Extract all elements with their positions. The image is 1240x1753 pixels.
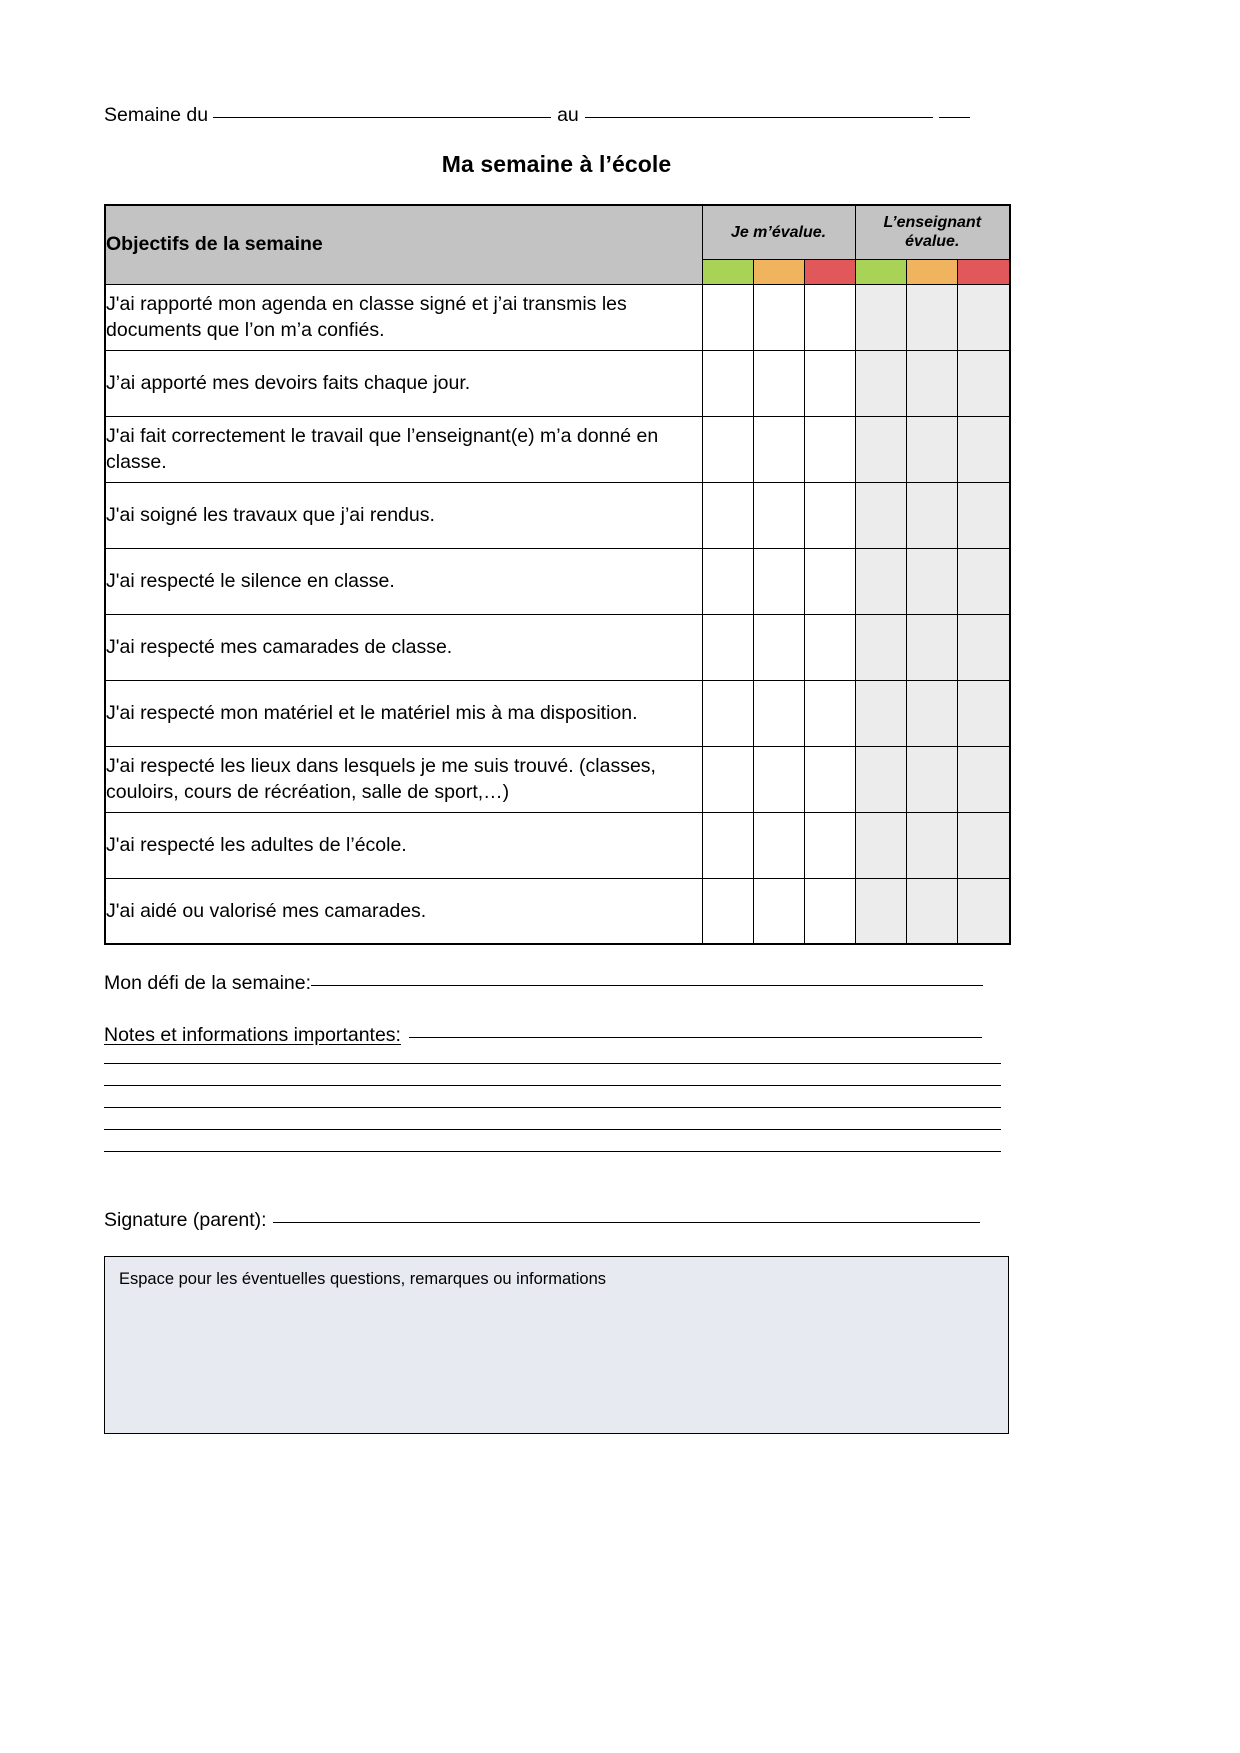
objective-text: J'ai fait correctement le travail que l’enseignant(e) m’a donné en classe. [105,416,702,482]
teacher-orange-checkbox[interactable] [906,680,957,746]
table-row [105,416,1010,482]
objective-text: J'ai rapporté mon agenda en classe signé et j’ai transmis les documents que l’on m’a confiés. [105,284,702,350]
objective-text: J'ai respecté le silence en classe. [105,548,702,614]
self-orange-checkbox[interactable] [753,680,804,746]
week-end-field[interactable] [585,117,933,118]
objective-text: J'ai respecté les adultes de l’école. [105,812,702,878]
objective-text: J'ai soigné les travaux que j’ai rendus. [105,482,702,548]
self-green-checkbox[interactable] [702,350,753,416]
self-green-checkbox[interactable] [702,482,753,548]
self-red-checkbox[interactable] [804,812,855,878]
self-green-checkbox[interactable] [702,284,753,350]
notes-field-line-1[interactable] [409,1037,982,1038]
header-teacher-eval-line2: évalue. [905,233,960,251]
self-orange-checkbox[interactable] [753,284,804,350]
teacher-green-checkbox[interactable] [855,812,906,878]
swatch-self-orange [753,259,804,284]
self-red-checkbox[interactable] [804,878,855,944]
teacher-green-checkbox[interactable] [855,548,906,614]
swatch-self-red [804,259,855,284]
header-teacher-eval [855,205,1010,259]
self-red-checkbox[interactable] [804,614,855,680]
table-row [105,548,1010,614]
notes-label: Notes et informations importantes: [104,1024,401,1046]
objective-text: J’ai apporté mes devoirs faits chaque jour. [105,350,702,416]
self-green-checkbox[interactable] [702,416,753,482]
self-green-checkbox[interactable] [702,746,753,812]
header-self-eval: Je m’évalue. [702,205,855,259]
objective-text: J'ai respecté mon matériel et le matériel mis à ma disposition. [105,680,702,746]
table-header-row [105,205,1010,259]
notes-row [104,1023,1009,1047]
self-green-checkbox[interactable] [702,680,753,746]
signature-row [104,1208,1009,1232]
week-year-field[interactable] [939,117,970,118]
swatch-teacher-red [957,259,1010,284]
teacher-red-checkbox[interactable] [957,812,1010,878]
teacher-green-checkbox[interactable] [855,878,906,944]
weekly-challenge-label: Mon défi de la semaine: [104,972,312,994]
comment-box-placeholder: Espace pour les éventuelles questions, remarques ou informations [119,1270,607,1288]
self-red-checkbox[interactable] [804,416,855,482]
comment-box[interactable] [104,1256,1009,1434]
teacher-green-checkbox[interactable] [855,680,906,746]
week-start-field[interactable] [213,117,551,118]
self-orange-checkbox[interactable] [753,416,804,482]
self-green-checkbox[interactable] [702,812,753,878]
self-red-checkbox[interactable] [804,482,855,548]
signature-field[interactable] [273,1222,980,1223]
header-objectives: Objectifs de la semaine [105,205,702,284]
self-red-checkbox[interactable] [804,350,855,416]
objectives-table [104,204,1011,945]
self-red-checkbox[interactable] [804,548,855,614]
notes-field-line-6[interactable] [104,1151,1001,1152]
self-orange-checkbox[interactable] [753,746,804,812]
table-row [105,812,1010,878]
self-orange-checkbox[interactable] [753,482,804,548]
week-separator-label: au [557,104,579,126]
teacher-red-checkbox[interactable] [957,482,1010,548]
table-row [105,878,1010,944]
teacher-red-checkbox[interactable] [957,746,1010,812]
table-row [105,284,1010,350]
teacher-red-checkbox[interactable] [957,416,1010,482]
teacher-red-checkbox[interactable] [957,680,1010,746]
self-red-checkbox[interactable] [804,680,855,746]
table-row [105,680,1010,746]
self-green-checkbox[interactable] [702,614,753,680]
teacher-green-checkbox[interactable] [855,482,906,548]
notes-field-line-2[interactable] [104,1063,1001,1064]
self-orange-checkbox[interactable] [753,614,804,680]
teacher-orange-checkbox[interactable] [906,350,957,416]
page-title: Ma semaine à l’école [441,151,672,177]
signature-label: Signature (parent): [104,1209,267,1231]
notes-field-line-5[interactable] [104,1129,1001,1130]
teacher-orange-checkbox[interactable] [906,284,957,350]
weekly-challenge-field[interactable] [311,985,983,986]
objectives-body [105,284,1010,944]
teacher-red-checkbox[interactable] [957,284,1010,350]
self-green-checkbox[interactable] [702,548,753,614]
swatch-teacher-green [855,259,906,284]
self-orange-checkbox[interactable] [753,350,804,416]
table-row [105,746,1010,812]
notes-field-line-4[interactable] [104,1107,1001,1108]
teacher-red-checkbox[interactable] [957,350,1010,416]
week-range-line [104,103,1009,127]
teacher-red-checkbox[interactable] [957,878,1010,944]
teacher-red-checkbox[interactable] [957,548,1010,614]
swatch-self-green [702,259,753,284]
teacher-orange-checkbox[interactable] [906,746,957,812]
header-teacher-eval-line1: L’enseignant [883,214,982,232]
self-red-checkbox[interactable] [804,746,855,812]
weekly-challenge-row [104,971,1009,995]
teacher-orange-checkbox[interactable] [906,416,957,482]
notes-field-line-3[interactable] [104,1085,1001,1086]
objective-text: J'ai respecté mes camarades de classe. [105,614,702,680]
table-row [105,350,1010,416]
worksheet-page [104,0,1009,1434]
table-row [105,614,1010,680]
teacher-green-checkbox[interactable] [855,614,906,680]
teacher-orange-checkbox[interactable] [906,812,957,878]
teacher-orange-checkbox[interactable] [906,878,957,944]
teacher-green-checkbox[interactable] [855,746,906,812]
self-orange-checkbox[interactable] [753,548,804,614]
table-row [105,482,1010,548]
objective-text: J'ai respecté les lieux dans lesquels je me suis trouvé. (classes, couloirs, cours de récréation, salle de sport,…) [105,746,702,812]
self-orange-checkbox[interactable] [753,878,804,944]
teacher-orange-checkbox[interactable] [906,614,957,680]
week-prefix-label: Semaine du [104,104,209,126]
self-orange-checkbox[interactable] [753,812,804,878]
self-red-checkbox[interactable] [804,284,855,350]
teacher-orange-checkbox[interactable] [906,482,957,548]
teacher-green-checkbox[interactable] [855,284,906,350]
swatch-teacher-orange [906,259,957,284]
objective-text: J'ai aidé ou valorisé mes camarades. [105,878,702,944]
teacher-green-checkbox[interactable] [855,416,906,482]
teacher-red-checkbox[interactable] [957,614,1010,680]
teacher-green-checkbox[interactable] [855,350,906,416]
teacher-orange-checkbox[interactable] [906,548,957,614]
self-green-checkbox[interactable] [702,878,753,944]
